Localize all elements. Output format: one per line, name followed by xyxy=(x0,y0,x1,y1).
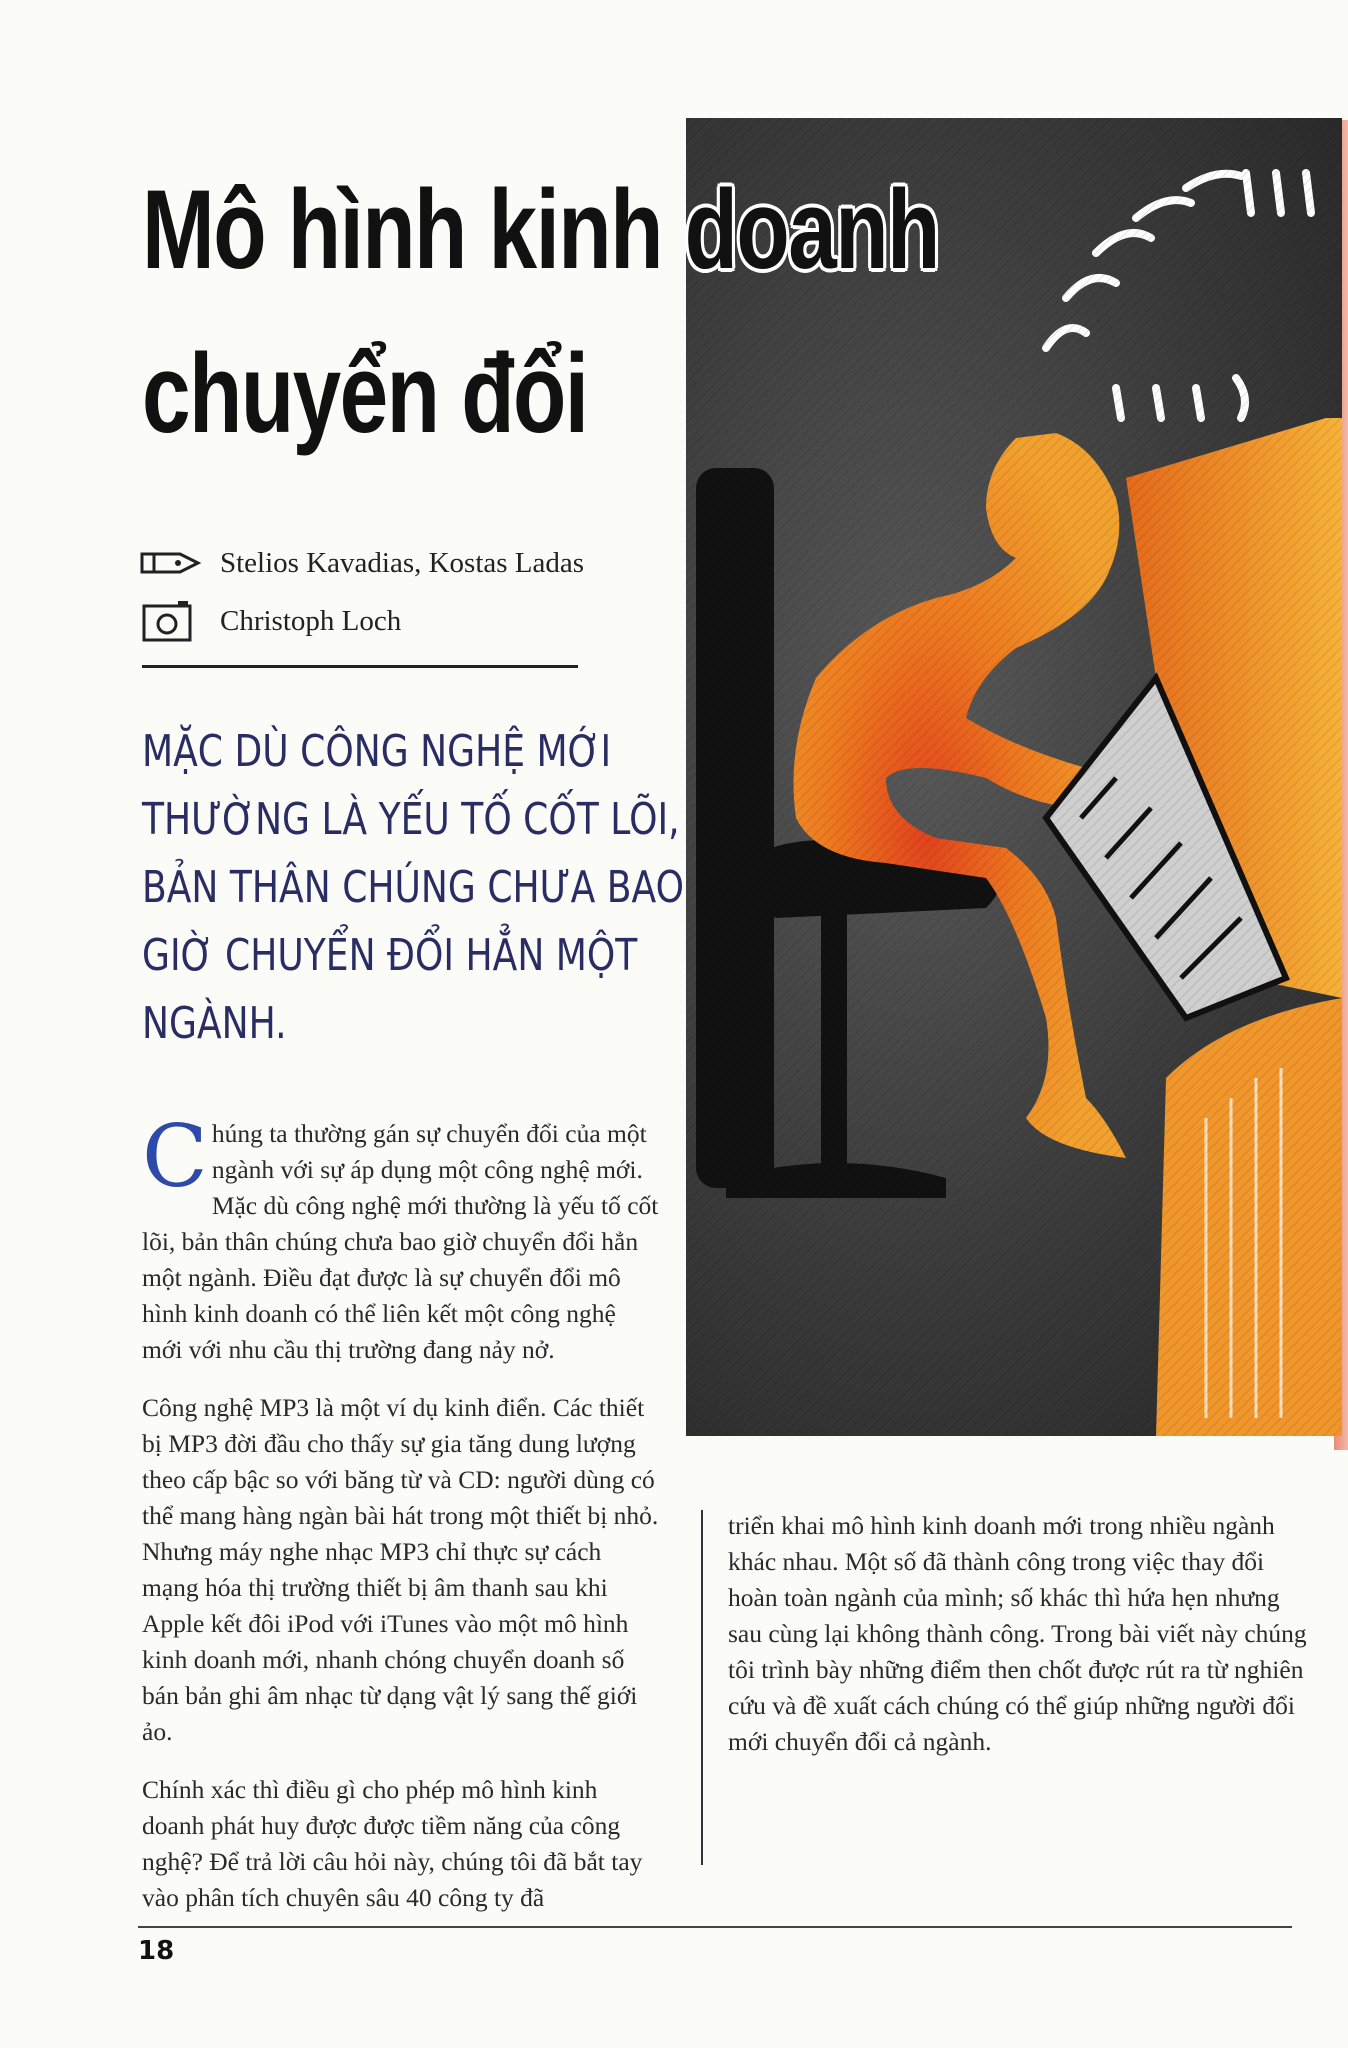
article-title xyxy=(142,148,939,476)
drop-cap: C xyxy=(142,1107,208,1207)
footer-rule xyxy=(138,1926,1292,1928)
body-column-2 xyxy=(728,1508,1308,1760)
pen-nib-icon xyxy=(140,542,202,584)
article-deck: MẶC DÙ CÔNG NGHỆ MỚI THƯỜNG LÀ YẾU TỐ CỐT LÕI, BẢN THÂN CHÚNG CHƯA BAO GIỜ CHUYỂN ĐỔI HẲN MỘT NGÀNH. xyxy=(142,726,684,1049)
page-number: 18 xyxy=(138,1936,175,1966)
title-part-2: doanh xyxy=(684,167,939,292)
body-column-1 xyxy=(142,1107,662,1938)
author-names: Stelios Kavadias, Kostas Ladas xyxy=(220,546,585,579)
body-paragraph-1 xyxy=(142,1107,662,1368)
credits-divider xyxy=(142,665,578,668)
photographer-name: Christoph Loch xyxy=(220,604,402,637)
body-paragraph-3: Chính xác thì điều gì cho phép mô hình kinh doanh phát huy được được tiềm năng của công nghệ? Để trả lời câu hỏi này, chúng tôi đã bắt tay vào phân tích chuyên sâu 40 công ty đã xyxy=(142,1775,643,1912)
column-divider xyxy=(701,1510,703,1865)
body-paragraph-1-text: húng ta thường gán sự chuyển đổi của một ngành với sự áp dụng một công nghệ mới. Mặc dù công nghệ mới thường là yếu tố cốt lõi, bản thân chúng chưa bao giờ chuyển đổi hẳn một ngành. Điều đạt được là sự chuyển đổi mô hình kinh doanh có thể liên kết một công nghệ mới với nhu cầu thị trường đang nảy nở. xyxy=(142,1119,659,1364)
body-paragraph-2: Công nghệ MP3 là một ví dụ kinh điển. Các thiết bị MP3 đời đầu cho thấy sự gia tăng dung lượng theo cấp bậc so với băng từ và CD: người dùng có thể mang hàng ngàn bài hát trong một thiết bị nhỏ. Nhưng máy nghe nhạc MP3 chỉ thực sự cách mạng hóa thị trường thiết bị âm thanh sau khi Apple kết đôi iPod với iTunes vào một mô hình kinh doanh mới, nhanh chóng chuyển doanh số bán bản ghi âm nhạc từ dạng vật lý sang thế giới ảo. xyxy=(142,1393,659,1746)
title-part-1: Mô hình kinh xyxy=(142,167,685,292)
camera-icon xyxy=(140,600,202,642)
title-line-2: chuyển đổi xyxy=(142,331,588,456)
body-paragraph-4: triển khai mô hình kinh doanh mới trong nhiều ngành khác nhau. Một số đã thành công trong việc thay đổi hoàn toàn ngành của mình; số khác thì hứa hẹn nhưng sau cùng lại không thành công. Trong bài viết này chúng tôi trình bày những điểm then chốt được rút ra từ nghiên cứu và đề xuất cách chúng có thể giúp những người đổi mới chuyển đổi cả ngành. xyxy=(728,1511,1307,1756)
author-credit xyxy=(140,542,584,584)
photo-credit xyxy=(140,600,401,642)
